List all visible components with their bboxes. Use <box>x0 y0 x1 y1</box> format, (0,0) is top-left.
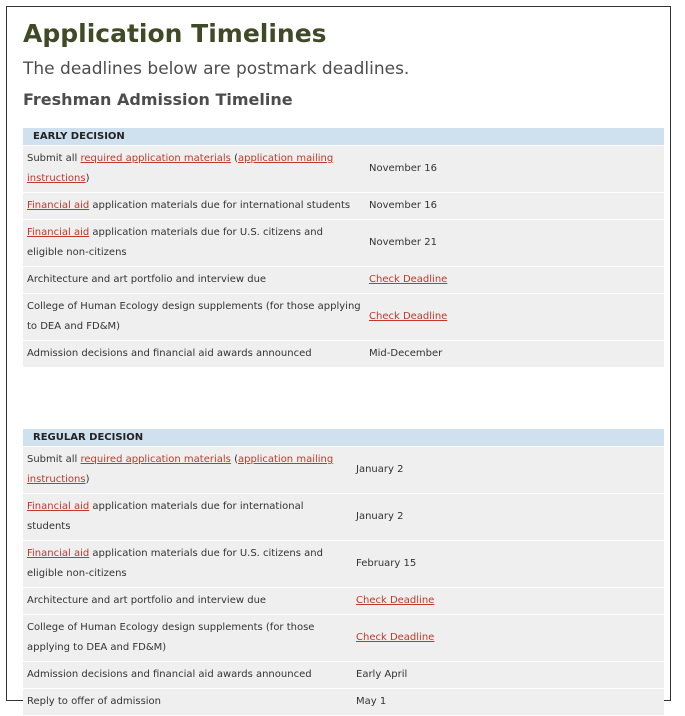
deadline-cell <box>365 220 664 267</box>
table-row <box>23 494 664 541</box>
deadline-cell <box>365 146 664 193</box>
regular-decision-header: REGULAR DECISION <box>23 429 664 447</box>
deadline-date: February 15 <box>356 558 417 569</box>
deadline-date: May 1 <box>356 696 387 707</box>
deadline-cell <box>365 294 664 341</box>
table-header-row <box>23 128 664 146</box>
requirement-link[interactable]: required application materials <box>80 153 231 164</box>
requirement-cell <box>23 615 352 662</box>
deadline-date: Early April <box>356 669 408 680</box>
requirement-text: Architecture and art portfolio and interview due <box>27 274 267 285</box>
table-row <box>23 662 664 689</box>
regular-decision-table <box>23 429 664 716</box>
requirement-link[interactable]: required application materials <box>80 454 231 465</box>
requirement-cell <box>23 689 352 716</box>
content-frame <box>6 6 671 707</box>
requirement-text: Submit all <box>27 153 81 164</box>
check-deadline-link[interactable]: Check Deadline <box>356 632 435 643</box>
requirement-cell <box>23 294 365 341</box>
requirement-cell <box>23 447 352 494</box>
requirement-text: Architecture and art portfolio and interview due <box>27 595 267 606</box>
deadline-date: November 16 <box>369 200 437 211</box>
deadline-cell <box>352 662 664 689</box>
early-decision-header: EARLY DECISION <box>23 128 664 146</box>
requirement-text: application materials due for international students <box>89 200 351 211</box>
check-deadline-link[interactable]: Check Deadline <box>369 311 448 322</box>
requirement-cell <box>23 341 365 368</box>
deadline-cell <box>352 541 664 588</box>
mailing-instructions-link[interactable]: application mailing instructions <box>27 153 334 184</box>
requirement-link[interactable]: Financial aid <box>27 200 90 211</box>
requirement-cell <box>23 541 352 588</box>
table-row <box>23 267 664 294</box>
table-row <box>23 146 664 193</box>
requirement-text: Submit all <box>27 454 81 465</box>
deadline-cell <box>365 341 664 368</box>
deadline-cell <box>365 193 664 220</box>
table-row <box>23 541 664 588</box>
requirement-text: application materials due for U.S. citizens and eligible non-citizens <box>27 548 323 579</box>
requirement-link[interactable]: Financial aid <box>27 501 90 512</box>
requirement-text: ) <box>85 173 90 184</box>
requirement-text: College of Human Ecology design supplements (for those applying to DEA and FD&M) <box>27 622 315 653</box>
table-row <box>23 615 664 662</box>
requirement-text: Admission decisions and financial aid awards announced <box>27 669 312 680</box>
deadline-cell <box>352 447 664 494</box>
check-deadline-link[interactable]: Check Deadline <box>369 274 448 285</box>
deadline-cell <box>365 267 664 294</box>
deadline-date: November 16 <box>369 163 437 174</box>
requirement-text: Reply to offer of admission <box>27 696 162 707</box>
table-row <box>23 220 664 267</box>
requirement-cell <box>23 588 352 615</box>
requirement-cell <box>23 494 352 541</box>
deadline-cell <box>352 615 664 662</box>
table-row <box>23 193 664 220</box>
page-title: Application Timelines <box>23 19 327 48</box>
deadline-cell <box>352 588 664 615</box>
deadline-cell <box>352 494 664 541</box>
check-deadline-link[interactable]: Check Deadline <box>356 595 435 606</box>
requirement-text: application materials due for international students <box>27 501 304 532</box>
mailing-instructions-link[interactable]: application mailing instructions <box>27 454 334 485</box>
requirement-cell <box>23 267 365 294</box>
requirement-link[interactable]: Financial aid <box>27 227 90 238</box>
page-subtitle: The deadlines below are postmark deadlines. <box>23 59 410 79</box>
table-row <box>23 588 664 615</box>
requirement-cell <box>23 662 352 689</box>
requirement-text: College of Human Ecology design supplements (for those applying to DEA and FD&M) <box>27 301 361 332</box>
table-row <box>23 294 664 341</box>
requirement-cell <box>23 220 365 267</box>
deadline-date: January 2 <box>356 464 404 475</box>
table-row <box>23 689 664 716</box>
requirement-cell <box>23 146 365 193</box>
table-row <box>23 341 664 368</box>
requirement-text: ) <box>85 474 90 485</box>
requirement-text: application materials due for U.S. citizens and eligible non-citizens <box>27 227 323 258</box>
early-decision-table <box>23 128 664 368</box>
requirement-cell <box>23 193 365 220</box>
deadline-date: Mid-December <box>369 348 443 359</box>
table-header-row <box>23 429 664 447</box>
requirement-link[interactable]: Financial aid <box>27 548 90 559</box>
section-heading: Freshman Admission Timeline <box>23 90 293 109</box>
deadline-date: November 21 <box>369 237 437 248</box>
deadline-date: January 2 <box>356 511 404 522</box>
requirement-text: Admission decisions and financial aid awards announced <box>27 348 312 359</box>
deadline-cell <box>352 689 664 716</box>
requirement-text: ( <box>230 153 238 164</box>
requirement-text: ( <box>230 454 238 465</box>
table-row <box>23 447 664 494</box>
